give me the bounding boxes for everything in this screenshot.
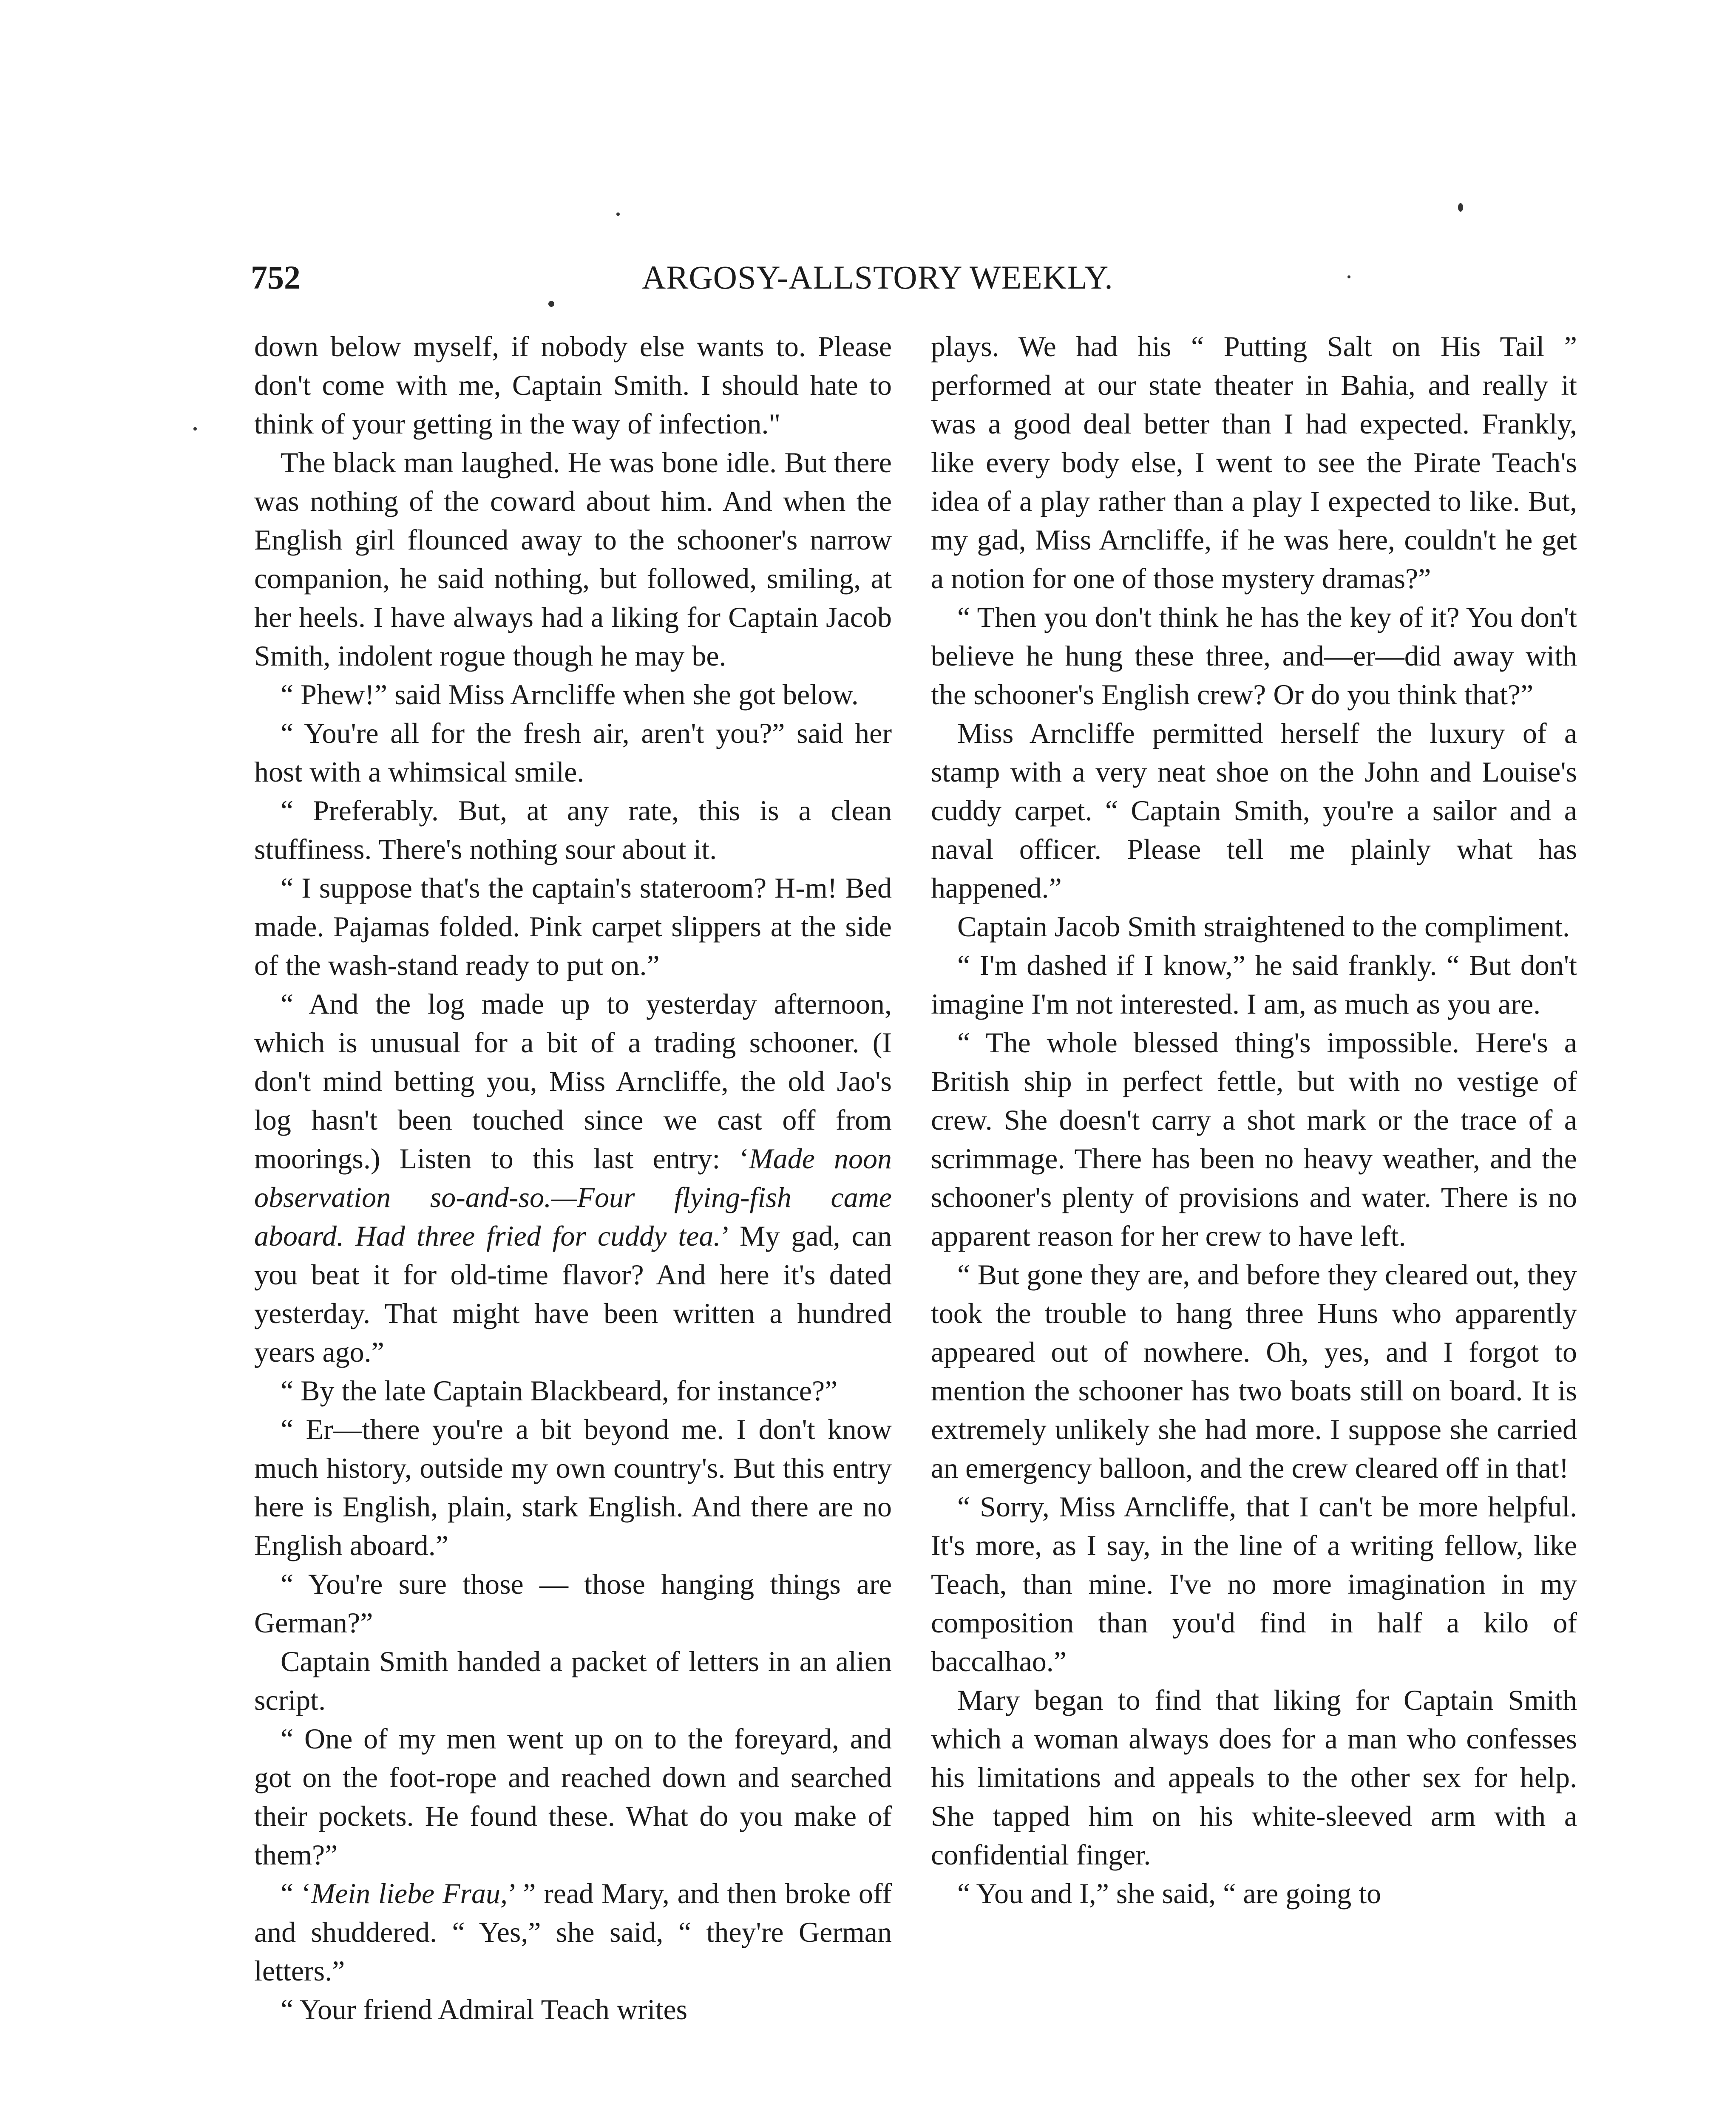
print-speck <box>1347 275 1350 278</box>
paragraph: plays. We had his “ Putting Salt on His Tail ” performed at our state theater in Bahia, and really it was a good deal better than I had expected. Frankly, like every body else, I went to see the Pirate Teach's idea of a play rather than a play I expected to like. But, my gad, Miss Arncliffe, if he was here, couldn't he get a notion for one of those mystery dramas?” <box>931 330 1577 595</box>
left-column <box>254 327 892 2029</box>
text-run: “ And the log made up to yesterday afternoon, which is unusual for a bit of a trading schooner. (I don't mind betting you, Miss Arncliffe, the old Jao's log hasn't been touched since we cast off from moorings.) Listen to this last entry: ‘ <box>254 988 892 1175</box>
paragraph: “ One of my men went up on to the foreyard, and got on the foot-rope and reached down and searched their pockets. He found these. What do you make of them?” <box>254 1723 892 1871</box>
italic-german-phrase: Mein liebe Frau, <box>311 1877 508 1910</box>
italic-log-entry: Made noon observation so-and-so.—Four flying-fish came aboard. Had three fried for cuddy tea. <box>254 1142 892 1252</box>
text-run: ’ My gad, can you beat it for old-time flavor? And here it's dated yesterday. That might have been written a hundred years ago.” <box>254 1220 892 1368</box>
paragraph: down below myself, if nobody else wants to. Please don't come with me, Captain Smith. I should hate to think of your getting in the way of infection." <box>254 330 892 440</box>
print-speck <box>616 212 620 216</box>
paragraph: “ I'm dashed if I know,” he said frankly. “ But don't imagine I'm not interested. I am, as much as you are. <box>931 949 1577 1020</box>
running-head: ARGOSY-ALLSTORY WEEKLY. <box>642 259 1113 296</box>
paragraph: “ Er—there you're a bit beyond me. I don't know much history, outside my own country's. But this entry here is English, plain, stark English. And there are no English aboard.” <box>254 1413 892 1561</box>
paragraph: Captain Jacob Smith straightened to the compliment. <box>957 910 1570 943</box>
paragraph: “ Sorry, Miss Arncliffe, that I can't be more helpful. It's more, as I say, in the line of a writing fellow, like Teach, than mine. I've no more imagination in my composition than you'd find in half a kilo of baccalhao.” <box>931 1490 1577 1677</box>
page-header <box>251 254 1505 301</box>
paragraph: Mary began to find that liking for Captain Smith which a woman always does for a man who confesses his limitations and appeals to the other sex for help. She tapped him on his white-sleeved arm with a confidential finger. <box>931 1684 1577 1871</box>
text-run: “ ‘ <box>281 1877 311 1910</box>
paragraph: “ Preferably. But, at any rate, this is a clean stuffiness. There's nothing sour about it. <box>254 794 892 865</box>
paragraph <box>254 985 892 1371</box>
paragraph: “ You're all for the fresh air, aren't you?” said her host with a whimsical smile. <box>254 717 892 788</box>
paragraph: “ Phew!” said Miss Arncliffe when she got below. <box>281 678 859 711</box>
paragraph: Miss Arncliffe permitted herself the luxury of a stamp with a very neat shoe on the John and Louise's cuddy carpet. “ Captain Smith, you're a sailor and a naval officer. Please tell me plainly what has happened.” <box>931 717 1577 904</box>
paragraph: “ I suppose that's the captain's stateroom? H-m! Bed made. Pajamas folded. Pink carpet slippers at the side of the wash-stand ready to put on.” <box>254 872 892 981</box>
paragraph: Captain Smith handed a packet of letters in an alien script. <box>254 1645 892 1716</box>
paragraph: “ Your friend Admiral Teach writes <box>281 1993 688 2026</box>
print-speck <box>548 301 554 307</box>
right-column <box>931 327 1577 1913</box>
print-speck <box>1458 203 1463 212</box>
print-speck <box>193 427 197 431</box>
paragraph: The black man laughed. He was bone idle. But there was nothing of the coward about him. And when the English girl flounced away to the schooner's narrow companion, he said nothing, but followed, smiling, at her heels. I have always had a liking for Captain Jacob Smith, indolent rogue though he may be. <box>254 446 892 672</box>
paragraph: “ You're sure those — those hanging things are German?” <box>254 1568 892 1639</box>
paragraph: “ The whole blessed thing's impossible. Here's a British ship in perfect fettle, but with no vestige of crew. She doesn't carry a shot mark or the trace of a scrimmage. There has been no heavy weather, and the schooner's plenty of provisions and water. There is no apparent reason for her crew to have left. <box>931 1026 1577 1252</box>
paragraph: “ By the late Captain Blackbeard, for instance?” <box>281 1374 838 1407</box>
paragraph: “ Then you don't think he has the key of it? You don't believe he hung these three, and—er—did away with the schooner's English crew? Or do you think that?” <box>931 601 1577 711</box>
paragraph: “ But gone they are, and before they cleared out, they took the trouble to hang three Huns who apparently appeared out of nowhere. Oh, yes, and I forgot to mention the schooner has two boats still on board. It is extremely unlikely she had more. I suppose she carried an emergency balloon, and the crew cleared off in that! <box>931 1258 1577 1484</box>
text-run: ’ ” read Mary, and then broke off and shuddered. “ Yes,” she said, “ they're German letters.” <box>254 1877 892 1987</box>
paragraph: “ You and I,” she said, “ are going to <box>957 1877 1381 1910</box>
paragraph <box>254 1874 892 1990</box>
page-number: 752 <box>251 259 301 296</box>
